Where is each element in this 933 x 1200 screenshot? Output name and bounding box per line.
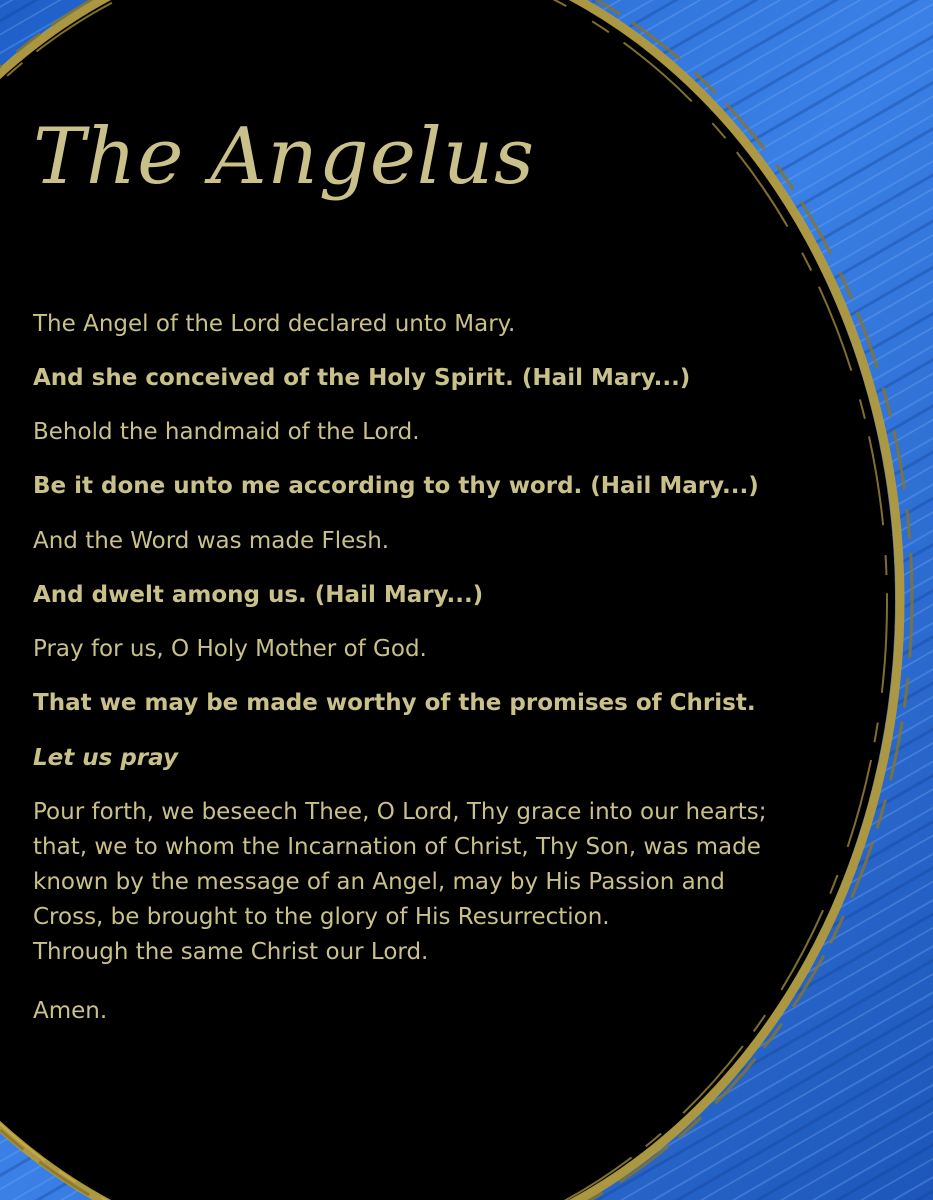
versicle-2: Behold the handmaid of the Lord.	[33, 419, 420, 445]
versicle-1: The Angel of the Lord declared unto Mary.	[33, 311, 516, 337]
closing-prayer-line-2: that, we to whom the Incarnation of Christ, Thy Son, was made	[33, 834, 761, 860]
let-us-pray-heading: Let us pray	[33, 745, 178, 771]
page-title: The Angelus	[33, 112, 536, 202]
closing-prayer-line-3: known by the message of an Angel, may by His Passion and	[33, 869, 725, 895]
amen: Amen.	[33, 998, 108, 1024]
response-3: And dwelt among us. (Hail Mary...)	[33, 582, 484, 608]
response-2: Be it done unto me according to thy word. (Hail Mary...)	[33, 473, 759, 499]
versicle-3: And the Word was made Flesh.	[33, 528, 390, 554]
versicle-4: Pray for us, O Holy Mother of God.	[33, 636, 427, 662]
response-1: And she conceived of the Holy Spirit. (Hail Mary...)	[33, 365, 691, 391]
closing-prayer-line-5: Through the same Christ our Lord.	[33, 939, 429, 965]
closing-prayer-line-4: Cross, be brought to the glory of His Resurrection.	[33, 904, 610, 930]
response-4: That we may be made worthy of the promises of Christ.	[33, 690, 756, 716]
closing-prayer-line-1: Pour forth, we beseech Thee, O Lord, Thy grace into our hearts;	[33, 799, 767, 825]
